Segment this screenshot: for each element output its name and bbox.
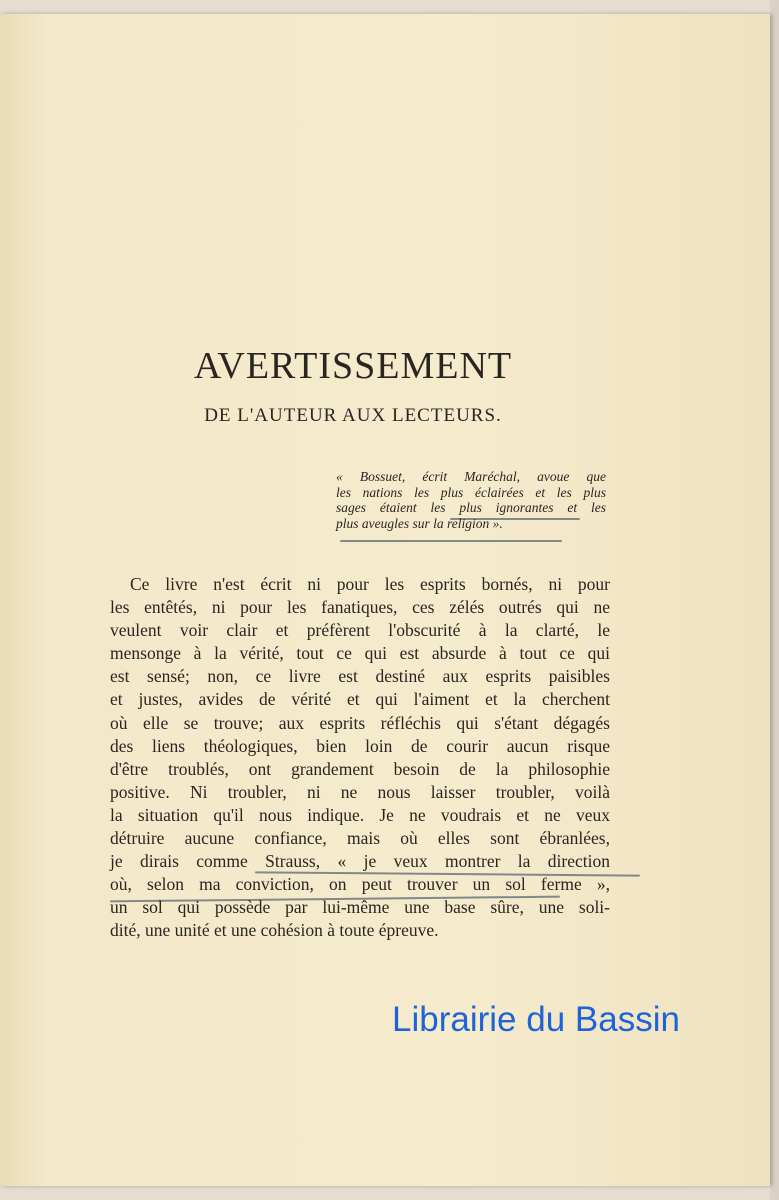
body-line: détruire aucune confiance, mais où elles sont ébranlées, [110,828,610,849]
pencil-underline [340,540,562,542]
body-line: je dirais comme Strauss, « je veux montrer la direction [110,851,610,872]
epigraph [336,469,606,531]
body-line: où elle se trouve; aux esprits réfléchis qui s'étant dégagés [110,712,610,733]
body-line: mensonge à la vérité, tout ce qui est absurde à tout ce qui [110,643,610,664]
watermark: Librairie du Bassin [392,1000,680,1039]
body-line: positive. Ni troubler, ni ne nous laisser troubler, voilà [110,781,610,802]
body-line: est sensé; non, ce livre est destiné aux esprits paisibles [110,666,610,687]
body-line: d'être troublés, ont grandement besoin de la philosophie [110,758,610,779]
epigraph-line: sages étaient les plus ignorantes et les [336,500,606,516]
body-text [110,573,610,943]
epigraph-line: « Bossuet, écrit Maréchal, avoue que [336,469,606,484]
body-line: dité, une unité et une cohésion à toute épreuve. [110,920,439,941]
epigraph-line: plus aveugles sur la religion ». [336,515,503,531]
page-edge [770,0,779,1200]
body-line: la situation qu'il nous indique. Je ne voudrais et ne veux [110,804,610,825]
body-line: où, selon ma conviction, on peut trouver un sol ferme », [110,874,610,895]
page-title: AVERTISSEMENT [193,345,513,387]
body-line: et justes, avides de vérité et qui l'aiment et la cherchent [110,689,610,710]
page-subtitle: DE L'AUTEUR AUX LECTEURS. [204,405,502,426]
body-line: Ce livre n'est écrit ni pour les esprits bornés, ni pour [130,574,610,594]
body-line: un sol qui possède par lui-même une base sûre, une soli- [110,897,610,918]
body-line: les entêtés, ni pour les fanatiques, ces zélés outrés qui ne [110,597,610,618]
body-line: veulent voir clair et préfèrent l'obscurité à la clarté, le [110,620,610,641]
body-line: des liens théologiques, bien loin de courir aucun risque [110,735,610,756]
epigraph-line: les nations les plus éclairées et les plus [336,484,606,500]
